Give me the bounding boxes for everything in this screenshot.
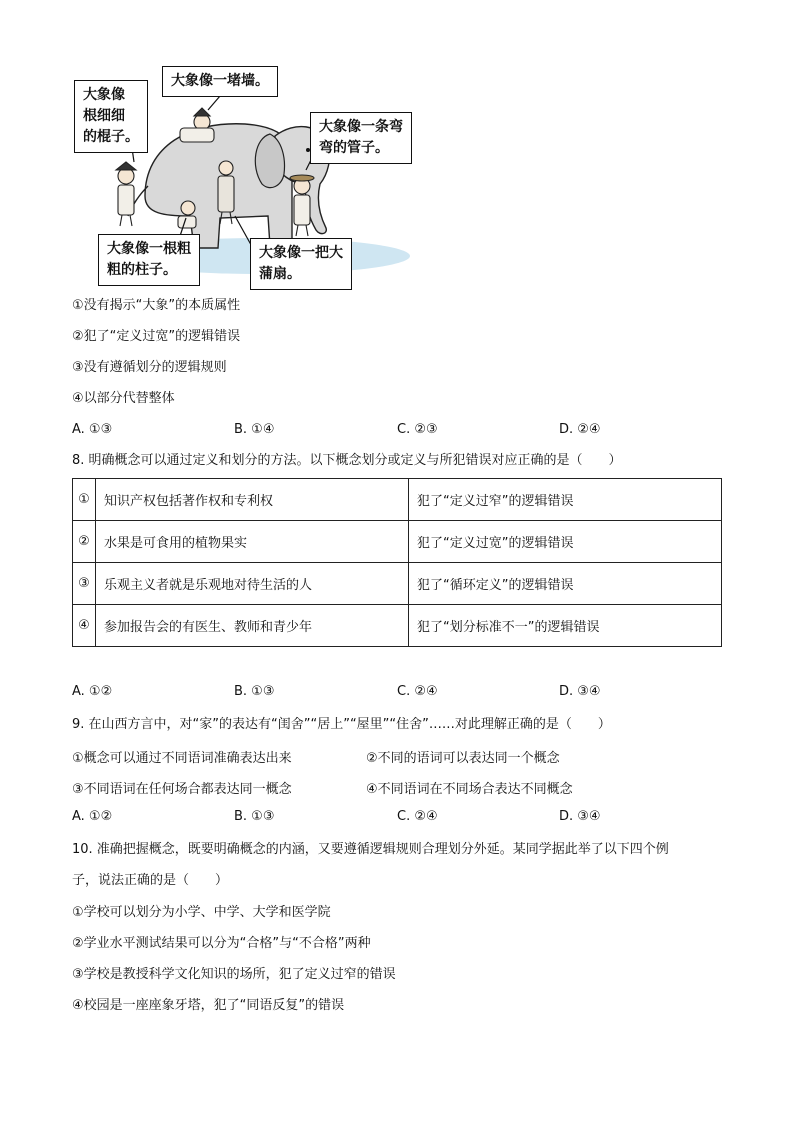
- q9-statements-row1: [72, 747, 732, 765]
- figure-back: [180, 108, 214, 142]
- q8-row-item: 知识产权包括著作权和专利权: [96, 479, 409, 521]
- q8-row-num: ④: [73, 605, 96, 647]
- q8-row-item: 参加报告会的有医生、教师和青少年: [96, 605, 409, 647]
- q8-row-num: ①: [73, 479, 96, 521]
- q10-question-line1: 10. 准确把握概念，既要明确概念的内涵，又要遵循逻辑规则合理划分外延。某同学据此举了以下四个例: [72, 842, 669, 857]
- q8-option-a[interactable]: A. ①②: [72, 684, 113, 699]
- q9-option-a[interactable]: A. ①②: [72, 809, 113, 824]
- q8-row-error: 犯了“定义过窄”的逻辑错误: [409, 479, 722, 521]
- q7-statement-4: ④以部分代替整体: [72, 391, 175, 406]
- q9-statement-1: ①概念可以通过不同语词准确表达出来: [72, 751, 292, 766]
- table-row: [73, 563, 722, 605]
- q8-option-b[interactable]: B. ①③: [234, 684, 275, 699]
- q8-row-error: 犯了“划分标准不一”的逻辑错误: [409, 605, 722, 647]
- q7-option-a[interactable]: A. ①③: [72, 422, 113, 437]
- elephant-illustration: [70, 66, 490, 288]
- q10-statement-1: ①学校可以划分为小学、中学、大学和医学院: [72, 905, 331, 920]
- table-row: [73, 479, 722, 521]
- q8-question: 8. 明确概念可以通过定义和划分的方法。以下概念划分或定义与所犯错误对应正确的是（ ）: [72, 453, 622, 468]
- q9-statement-3: ③不同语词在任何场合都表达同一概念: [72, 782, 292, 797]
- bubble-wall: 大象像一堵墙。: [162, 66, 278, 97]
- q10-statement-4: ④校园是一座座象牙塔，犯了“同语反复”的错误: [72, 998, 345, 1013]
- table-row: [73, 605, 722, 647]
- bubble-rope: 大象像 根细细 的棍子。: [74, 80, 148, 153]
- q10-statement-3: ③学校是教授科学文化知识的场所，犯了定义过窄的错误: [72, 967, 396, 982]
- bubble-fan: 大象像一把大 蒲扇。: [250, 238, 352, 290]
- q9-statements-row2: [72, 778, 732, 796]
- q7-statement-1: ①没有揭示“大象”的本质属性: [72, 298, 241, 313]
- q8-row-error: 犯了“循环定义”的逻辑错误: [409, 563, 722, 605]
- q8-option-d[interactable]: D. ③④: [559, 684, 601, 699]
- q7-option-c[interactable]: C. ②③: [397, 422, 438, 437]
- q7-statement-3: ③没有遵循划分的逻辑规则: [72, 360, 227, 375]
- q8-row-num: ③: [73, 563, 96, 605]
- q10-statement-2: ②学业水平测试结果可以分为“合格”与“不合格”两种: [72, 936, 371, 951]
- bubble-pillar: 大象像一根粗 粗的柱子。: [98, 234, 200, 286]
- q7-statement-2: ②犯了“定义过宽”的逻辑错误: [72, 329, 241, 344]
- q9-statement-2: ②不同的语词可以表达同一个概念: [366, 751, 560, 766]
- q7-option-d[interactable]: D. ②④: [559, 422, 601, 437]
- bubble-pipe: 大象像一条弯 弯的管子。: [310, 112, 412, 164]
- q7-options: [72, 422, 732, 440]
- table-row: [73, 521, 722, 563]
- q9-statement-4: ④不同语词在不同场合表达不同概念: [366, 782, 573, 797]
- q8-row-item: 水果是可食用的植物果实: [96, 521, 409, 563]
- figure-tail: [116, 162, 136, 226]
- q8-row-error: 犯了“定义过宽”的逻辑错误: [409, 521, 722, 563]
- q8-row-num: ②: [73, 521, 96, 563]
- q9-question: 9. 在山西方言中，对“家”的表达有“闺舍”“居上”“屋里”“住舍”……对此理解正确的是（ ）: [72, 717, 611, 732]
- q7-option-b[interactable]: B. ①④: [234, 422, 275, 437]
- q8-options: [72, 684, 732, 702]
- q10-question-line2: 子，说法正确的是（ ）: [72, 873, 229, 888]
- q9-options: [72, 809, 732, 827]
- q9-option-c[interactable]: C. ②④: [397, 809, 438, 824]
- q8-row-item: 乐观主义者就是乐观地对待生活的人: [96, 563, 409, 605]
- q9-option-d[interactable]: D. ③④: [559, 809, 601, 824]
- q8-table: [72, 478, 722, 647]
- q8-option-c[interactable]: C. ②④: [397, 684, 438, 699]
- q9-option-b[interactable]: B. ①③: [234, 809, 275, 824]
